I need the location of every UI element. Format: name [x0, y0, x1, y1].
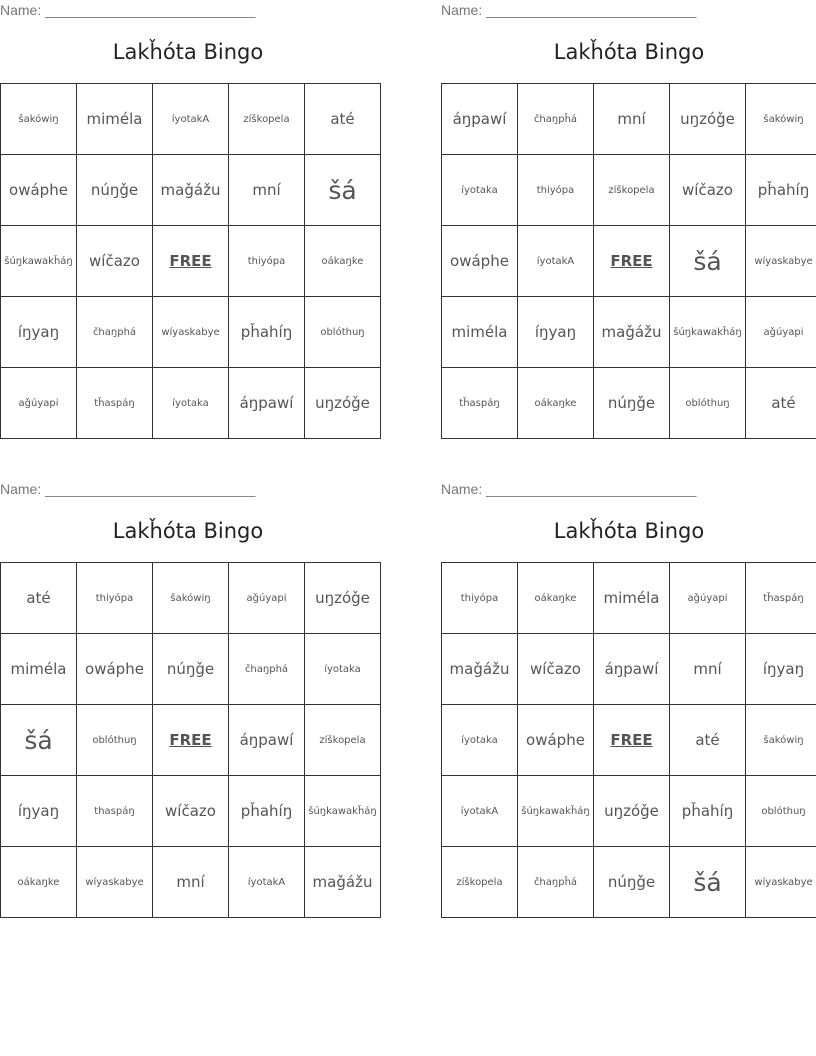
bingo-cell[interactable]: wíyaskabye [746, 226, 816, 297]
bingo-cell[interactable]: até [305, 84, 381, 155]
bingo-cell[interactable]: oákaŋke [305, 226, 381, 297]
bingo-cell[interactable]: čhaŋpȟá [518, 847, 594, 918]
bingo-cell[interactable]: oákaŋke [518, 368, 594, 439]
bingo-row [1, 84, 381, 155]
bingo-cell[interactable]: oákaŋke [518, 563, 594, 634]
bingo-cell[interactable]: pȟahíŋ [670, 776, 746, 847]
bingo-cell[interactable]: wíčazo [77, 226, 153, 297]
bingo-cell[interactable]: šá [670, 847, 746, 918]
bingo-cell[interactable]: oblóthuŋ [746, 776, 816, 847]
bingo-cell[interactable]: até [670, 705, 746, 776]
bingo-cell[interactable]: íyotaka [442, 705, 518, 776]
free-space[interactable]: FREE [153, 705, 229, 776]
bingo-cell[interactable]: áŋpawí [229, 705, 305, 776]
bingo-row [442, 84, 816, 155]
bingo-row [1, 226, 381, 297]
bingo-cell[interactable]: wíčazo [670, 155, 746, 226]
free-space[interactable]: FREE [594, 705, 670, 776]
bingo-cell[interactable]: uŋzóǧe [305, 563, 381, 634]
bingo-cell[interactable]: maǧážu [594, 297, 670, 368]
bingo-cell[interactable]: maǧážu [305, 847, 381, 918]
bingo-row [1, 776, 381, 847]
bingo-cell[interactable]: šakówiŋ [746, 705, 816, 776]
bingo-cell[interactable]: miméla [442, 297, 518, 368]
bingo-row [442, 563, 816, 634]
bingo-cell[interactable]: miméla [77, 84, 153, 155]
bingo-cell[interactable]: núŋǧe [594, 847, 670, 918]
bingo-cell[interactable]: íŋyaŋ [1, 297, 77, 368]
card-title: Lakȟóta Bingo [553, 40, 705, 64]
bingo-cell[interactable]: íŋyaŋ [1, 776, 77, 847]
free-space[interactable]: FREE [594, 226, 670, 297]
bingo-row [1, 155, 381, 226]
bingo-cell[interactable]: íŋyaŋ [518, 297, 594, 368]
bingo-cell[interactable]: áŋpawí [442, 84, 518, 155]
bingo-row [1, 297, 381, 368]
bingo-cell[interactable]: núŋǧe [594, 368, 670, 439]
bingo-cell[interactable]: íyotakA [229, 847, 305, 918]
bingo-cell[interactable]: uŋzóǧe [670, 84, 746, 155]
bingo-cell[interactable]: šá [1, 705, 77, 776]
bingo-cell[interactable]: thiyópa [518, 155, 594, 226]
bingo-cell[interactable]: owáphe [77, 634, 153, 705]
bingo-cell[interactable]: mní [153, 847, 229, 918]
bingo-cell[interactable]: núŋǧe [153, 634, 229, 705]
bingo-cell[interactable]: miméla [1, 634, 77, 705]
bingo-cell[interactable]: aǧúyapi [1, 368, 77, 439]
bingo-grid [441, 562, 816, 918]
bingo-row [442, 155, 816, 226]
name-field[interactable]: Name: ___________________________ [441, 2, 697, 18]
bingo-cell[interactable]: tȟaspáŋ [746, 563, 816, 634]
name-field[interactable]: Name: ___________________________ [0, 481, 256, 497]
bingo-cell[interactable]: thaspáŋ [77, 776, 153, 847]
bingo-cell[interactable]: wíyaskabye [746, 847, 816, 918]
bingo-grid [0, 562, 381, 918]
bingo-cell[interactable]: wíyaskabye [153, 297, 229, 368]
bingo-cell[interactable]: tȟaspáŋ [77, 368, 153, 439]
bingo-cell[interactable]: até [746, 368, 816, 439]
bingo-cell[interactable]: šakówiŋ [153, 563, 229, 634]
bingo-cell[interactable]: zíškopela [305, 705, 381, 776]
name-field[interactable]: Name: ___________________________ [441, 481, 697, 497]
name-field[interactable]: Name: ___________________________ [0, 2, 256, 18]
bingo-cell[interactable]: pȟahíŋ [229, 297, 305, 368]
bingo-cell[interactable]: íyotaka [442, 155, 518, 226]
bingo-row [442, 634, 816, 705]
bingo-cell[interactable]: zíškopela [442, 847, 518, 918]
bingo-cell[interactable]: oblóthuŋ [305, 297, 381, 368]
bingo-cell[interactable]: miméla [594, 563, 670, 634]
bingo-cell[interactable]: šúŋkawakȟáŋ [305, 776, 381, 847]
bingo-cell[interactable]: uŋzóǧe [305, 368, 381, 439]
bingo-cell[interactable]: íŋyaŋ [746, 634, 816, 705]
bingo-cell[interactable]: šakówiŋ [1, 84, 77, 155]
bingo-row [442, 226, 816, 297]
bingo-cell[interactable]: aǧúyapi [746, 297, 816, 368]
bingo-row [1, 563, 381, 634]
bingo-cell[interactable]: zíškopela [594, 155, 670, 226]
bingo-cell[interactable]: até [1, 563, 77, 634]
bingo-cell[interactable]: šá [670, 226, 746, 297]
bingo-grid [0, 83, 381, 439]
bingo-cell[interactable]: owáphe [1, 155, 77, 226]
bingo-cell[interactable]: šakówiŋ [746, 84, 816, 155]
bingo-cell[interactable]: pȟahíŋ [746, 155, 816, 226]
card-title: Lakȟóta Bingo [112, 40, 264, 64]
bingo-row [442, 368, 816, 439]
bingo-cell[interactable]: áŋpawí [229, 368, 305, 439]
bingo-cell[interactable]: zíškopela [229, 84, 305, 155]
bingo-cell[interactable]: šúŋkawakȟáŋ [518, 776, 594, 847]
bingo-cell[interactable]: íyotakA [153, 84, 229, 155]
bingo-cell[interactable]: íyotaka [305, 634, 381, 705]
bingo-cell[interactable]: íyotakA [518, 226, 594, 297]
bingo-cell[interactable]: uŋzóǧe [594, 776, 670, 847]
bingo-grid [441, 83, 816, 439]
bingo-cell[interactable]: mní [594, 84, 670, 155]
bingo-cell[interactable]: oblóthuŋ [670, 368, 746, 439]
bingo-cell[interactable]: oblóthuŋ [77, 705, 153, 776]
bingo-cell[interactable]: thiyópa [229, 226, 305, 297]
bingo-cell[interactable]: thiyópa [442, 563, 518, 634]
bingo-row [1, 705, 381, 776]
bingo-cell[interactable]: íyotaka [153, 368, 229, 439]
bingo-cell[interactable]: wíčazo [518, 634, 594, 705]
card-title: Lakȟóta Bingo [112, 519, 264, 543]
bingo-cell[interactable]: wíčazo [153, 776, 229, 847]
bingo-cell[interactable]: wíyaskabye [77, 847, 153, 918]
bingo-cell[interactable]: pȟahíŋ [229, 776, 305, 847]
bingo-cell[interactable]: núŋǧe [77, 155, 153, 226]
bingo-row [442, 705, 816, 776]
bingo-cell[interactable]: šúŋkawakȟáŋ [1, 226, 77, 297]
bingo-cell[interactable]: oákaŋke [1, 847, 77, 918]
bingo-cell[interactable]: mní [229, 155, 305, 226]
free-space[interactable]: FREE [153, 226, 229, 297]
bingo-cell[interactable]: áŋpawí [594, 634, 670, 705]
bingo-cell[interactable]: šúŋkawakȟáŋ [670, 297, 746, 368]
bingo-row [1, 847, 381, 918]
bingo-cell[interactable]: čhaŋpȟá [518, 84, 594, 155]
bingo-row [1, 368, 381, 439]
bingo-cell[interactable]: maǧážu [153, 155, 229, 226]
bingo-cell[interactable]: owáphe [518, 705, 594, 776]
bingo-row [442, 297, 816, 368]
bingo-cell[interactable]: owáphe [442, 226, 518, 297]
card-title: Lakȟóta Bingo [553, 519, 705, 543]
bingo-cell[interactable]: čhaŋphá [229, 634, 305, 705]
bingo-cell[interactable]: aǧúyapi [670, 563, 746, 634]
bingo-row [442, 776, 816, 847]
bingo-cell[interactable]: thiyópa [77, 563, 153, 634]
bingo-row [1, 634, 381, 705]
bingo-cell[interactable]: mní [670, 634, 746, 705]
bingo-cell[interactable]: íyotakA [442, 776, 518, 847]
bingo-row [442, 847, 816, 918]
bingo-cell[interactable]: aǧúyapi [229, 563, 305, 634]
bingo-cell[interactable]: čhaŋphá [77, 297, 153, 368]
bingo-cell[interactable]: maǧážu [442, 634, 518, 705]
bingo-cell[interactable]: tȟaspáŋ [442, 368, 518, 439]
bingo-cell[interactable]: šá [305, 155, 381, 226]
